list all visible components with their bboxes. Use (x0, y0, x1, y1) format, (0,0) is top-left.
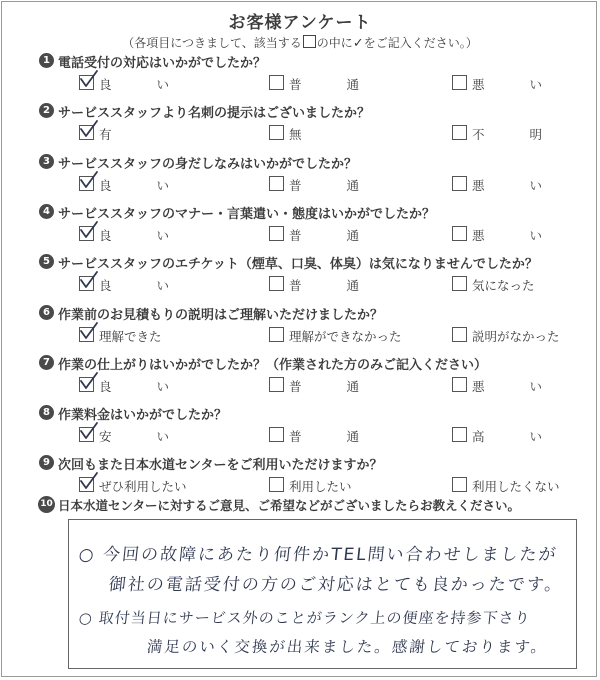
check-mark-icon (79, 471, 99, 491)
check-mark-icon (79, 69, 99, 89)
handwritten-line: 御社の電話受付の方のご対応はとても良かったです。 (107, 575, 565, 595)
option-label: 理解できた (99, 328, 162, 344)
option-checkbox[interactable] (79, 427, 174, 443)
checkbox-icon[interactable] (452, 327, 467, 342)
form-instruction (0, 34, 600, 51)
checkbox-icon[interactable] (452, 75, 467, 90)
option-label: 悪 い (472, 77, 542, 92)
form-title: お客様アンケート (228, 13, 372, 33)
option-checkbox[interactable] (79, 226, 174, 242)
option-label: 不 明 (472, 127, 542, 143)
checkbox-icon[interactable] (269, 276, 284, 291)
question-text: 作業料金はいかがでしたか？ (58, 408, 228, 424)
option-checkbox[interactable] (79, 125, 174, 141)
option-label: 普 通 (289, 378, 359, 394)
option-label: 良 い (99, 278, 169, 294)
question-text: サービススタッフより名刺の提示はございましたか？ (58, 106, 371, 122)
question-5 (0, 254, 600, 302)
question-number: 2 (39, 103, 54, 118)
option-checkbox[interactable] (269, 276, 364, 292)
checkbox-icon[interactable] (269, 377, 284, 392)
option-checkbox[interactable] (79, 75, 174, 91)
instruction-check-icon: ✓ (352, 36, 364, 51)
option-label: 普 通 (289, 429, 359, 445)
option-checkbox[interactable] (452, 75, 547, 91)
option-checkbox[interactable] (269, 176, 364, 192)
option-label: 普 通 (289, 227, 359, 243)
checkbox-icon[interactable] (452, 427, 467, 442)
option-checkbox[interactable] (79, 176, 174, 192)
check-mark-icon (79, 321, 99, 341)
handwritten-line: ○ 今回の故障にあたり何件かTEL問い合わせしましたが (77, 545, 559, 565)
question-number: 8 (39, 405, 54, 420)
question-number: 6 (39, 305, 54, 320)
option-checkbox[interactable] (452, 327, 600, 343)
option-checkbox[interactable] (79, 377, 174, 393)
question-text: 電話受付の対応はいかがでしたか？ (58, 56, 267, 71)
question-text: サービススタッフのエチケット（煙草、口臭、体臭）は気になりませんでしたか？ (58, 257, 538, 273)
question-text: 日本水道センターに対するご意見、ご希望などがございましたらお教えください。 (58, 498, 521, 513)
checkbox-icon[interactable] (452, 125, 467, 140)
question-number: 1 (39, 53, 54, 68)
checkbox-icon[interactable] (452, 176, 467, 191)
check-mark-icon (79, 270, 99, 290)
checkbox-icon[interactable] (452, 377, 467, 392)
question-8 (0, 405, 600, 453)
option-label: 利用したい (289, 479, 352, 495)
check-mark-icon (79, 220, 99, 240)
option-label: 普 通 (289, 77, 359, 92)
option-checkbox[interactable] (269, 377, 364, 393)
instruction-box-icon (303, 35, 316, 48)
option-label: 良 い (99, 227, 169, 243)
option-label: 悪 い (472, 227, 542, 243)
question-text: 次回もまた日本水道センターをご利用いただけますか？ (58, 458, 383, 474)
option-label: 高 い (472, 429, 542, 445)
option-checkbox[interactable] (452, 125, 547, 141)
checkbox-icon[interactable] (452, 477, 467, 492)
question-1 (0, 53, 600, 101)
question-number: 5 (39, 254, 54, 269)
option-checkbox[interactable] (452, 176, 547, 192)
option-label: 気になった (472, 278, 535, 294)
option-checkbox[interactable] (269, 125, 364, 141)
option-label: 理解ができなかった (289, 328, 402, 344)
option-checkbox[interactable] (269, 477, 419, 493)
handwritten-line: 満足のいく交換が出来ました。感謝しております。 (145, 638, 550, 656)
checkbox-icon[interactable] (452, 276, 467, 291)
question-number: 4 (39, 204, 54, 219)
option-label: 利用したくない (472, 479, 560, 495)
question-number: 3 (39, 154, 54, 169)
instruction-mid: の中に (316, 36, 353, 50)
question-text: サービススタッフのマナー・言葉遣い・態度はいかがでしたか？ (58, 206, 436, 222)
instruction-post: をご記入ください。） (363, 36, 478, 50)
question-number: 9 (39, 455, 54, 470)
option-checkbox[interactable] (79, 477, 229, 493)
check-mark-icon (79, 119, 99, 139)
question-3 (0, 154, 600, 202)
option-checkbox[interactable] (269, 327, 419, 343)
check-mark-icon (79, 371, 99, 391)
checkbox-icon[interactable] (269, 176, 284, 191)
option-label: 無 (289, 127, 302, 143)
option-checkbox[interactable] (79, 276, 174, 292)
option-checkbox[interactable] (269, 226, 364, 242)
question-number: 10 (38, 496, 55, 513)
question-4 (0, 204, 600, 252)
checkbox-icon[interactable] (452, 226, 467, 241)
option-checkbox[interactable] (452, 427, 547, 443)
checkbox-icon[interactable] (269, 75, 284, 90)
option-checkbox[interactable] (452, 226, 547, 242)
option-label: 悪 い (472, 378, 542, 394)
option-label: 普 通 (289, 177, 359, 193)
question-text: サービススタッフの身だしなみはいかがでしたか？ (58, 156, 358, 172)
option-label: 説明がなかった (472, 328, 560, 344)
question-7 (0, 355, 600, 403)
question-number: 7 (39, 355, 54, 370)
question-text: 作業前のお見積もりの説明はご理解いただけましたか？ (58, 307, 384, 323)
option-checkbox[interactable] (269, 427, 364, 443)
option-label: 普 通 (289, 278, 359, 294)
option-checkbox[interactable] (452, 276, 600, 292)
option-label: 良 い (99, 77, 169, 92)
option-checkbox[interactable] (452, 377, 547, 393)
checkbox-icon[interactable] (269, 427, 284, 442)
question-text: 作業の仕上がりはいかがでしたか？（作業された方のみご記入ください） (58, 357, 488, 373)
checkbox-icon[interactable] (269, 226, 284, 241)
instruction-pre: （各項目につきまして、該当する (122, 36, 302, 50)
option-checkbox[interactable] (452, 477, 600, 493)
checkbox-icon[interactable] (269, 327, 284, 342)
option-label: 良 い (99, 378, 169, 394)
option-label: 良 い (99, 177, 169, 193)
option-label: 有 (99, 127, 112, 143)
option-checkbox[interactable] (269, 75, 364, 91)
check-mark-icon (79, 421, 99, 441)
checkbox-icon[interactable] (269, 477, 284, 492)
option-label: 安 い (99, 429, 169, 445)
option-checkbox[interactable] (79, 327, 229, 343)
comment-box[interactable] (68, 519, 577, 669)
question-6 (0, 305, 600, 353)
check-mark-icon (79, 170, 99, 190)
option-label: ぜひ利用したい (99, 479, 187, 495)
question-2 (0, 103, 600, 151)
handwritten-line: ○ 取付当日にサービス外のことがランク上の便座を持参下さり (78, 609, 532, 627)
checkbox-icon[interactable] (269, 125, 284, 140)
option-label: 悪 い (472, 177, 542, 193)
